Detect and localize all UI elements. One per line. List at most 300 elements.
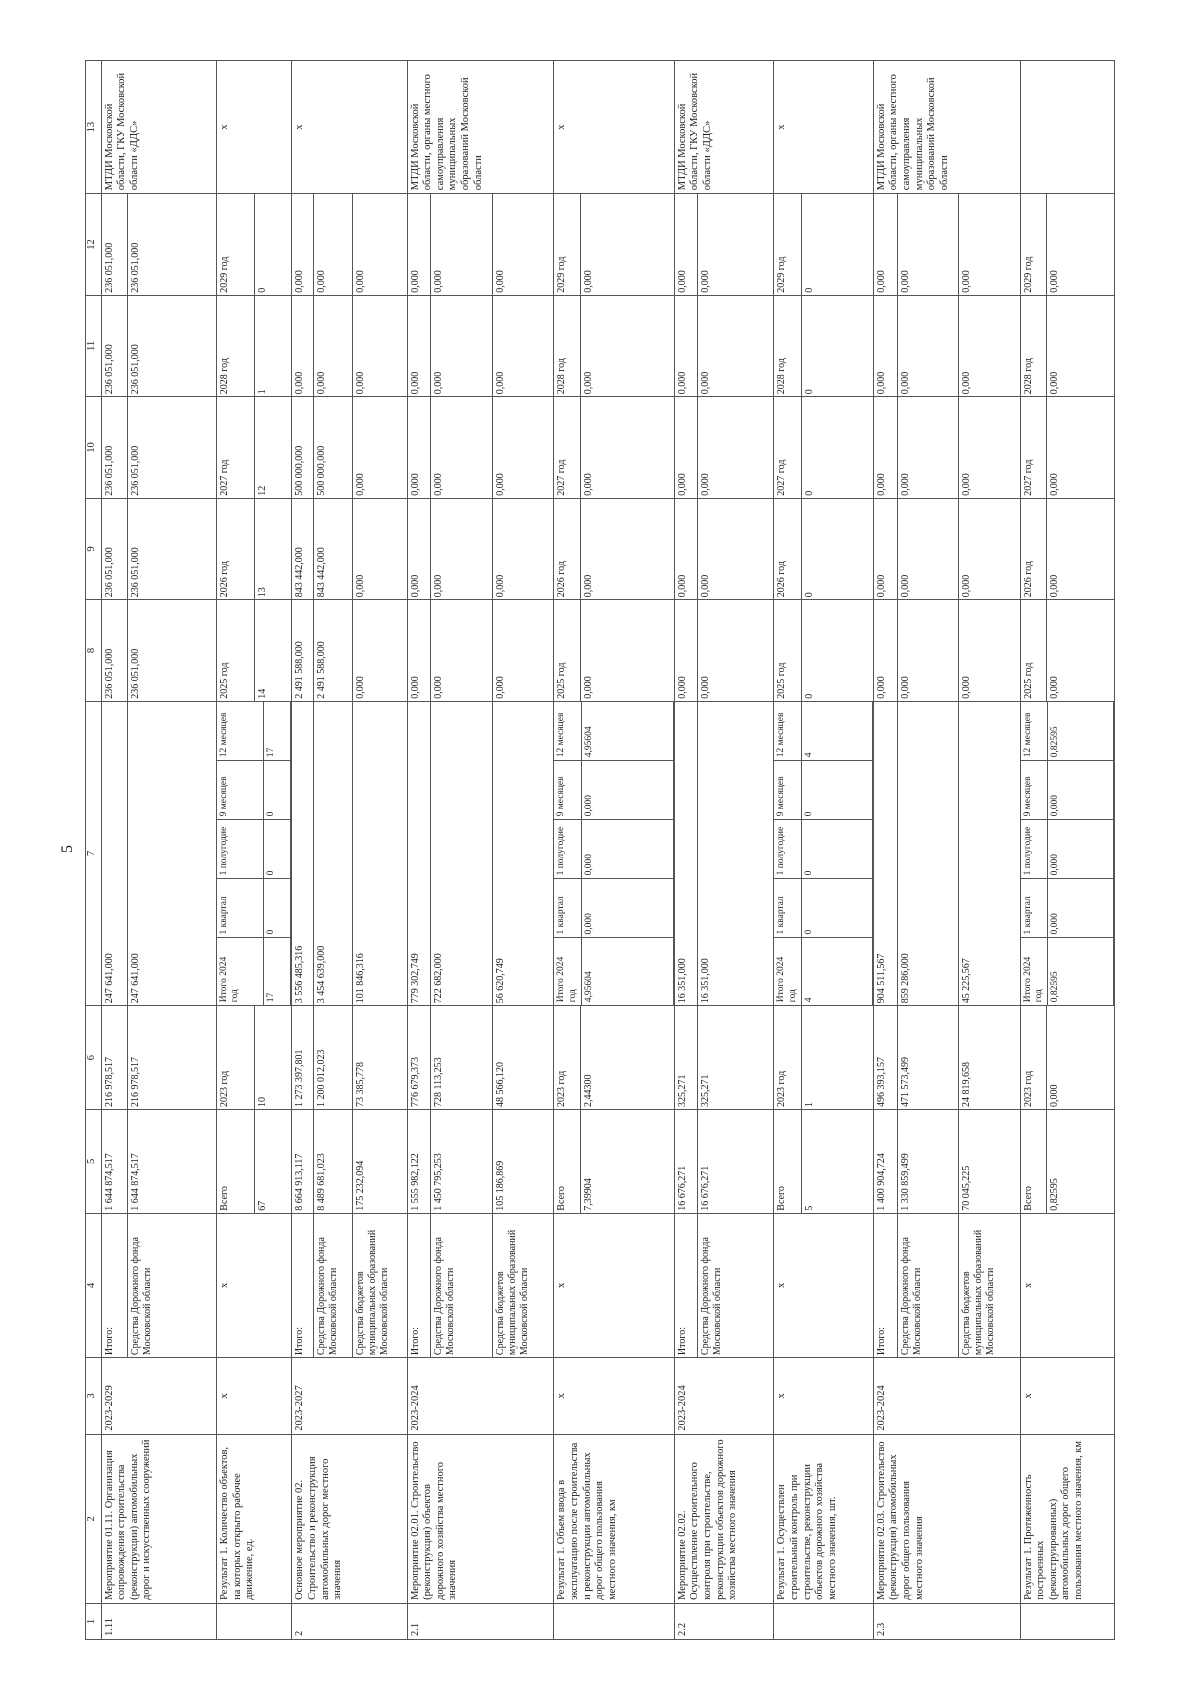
rotated-table-container: [85, 60, 1115, 1640]
result-2025: [1020, 600, 1114, 702]
value: 0,000: [494, 574, 506, 598]
result-value: 0,000: [582, 761, 674, 820]
col-number: 8: [86, 600, 102, 702]
value-cell: [873, 600, 1020, 702]
result-2026: [774, 498, 874, 600]
x-mark: х: [1020, 1213, 1114, 1357]
row-number: 2.3: [873, 1603, 1020, 1639]
value: 1 450 795,253: [431, 1110, 492, 1213]
row-number: 2.2: [674, 1603, 774, 1639]
result-value: 0,000: [1048, 371, 1060, 395]
measure-name: Основное мероприятие 02. Строительство и реконструкция автомобильных дорог местного значения: [292, 1434, 407, 1603]
result-header: Всего: [774, 1110, 801, 1213]
result-header: 2025 год: [554, 600, 581, 701]
value: 0,000: [874, 397, 898, 498]
value-cell: [407, 498, 554, 600]
funding-sources: [674, 1213, 774, 1357]
value: 0,000: [431, 194, 492, 295]
value-cell: [873, 397, 1020, 499]
value: 0,000: [898, 499, 959, 600]
result-value: 5: [803, 1205, 815, 1211]
result-row: [1020, 61, 1114, 1640]
value: 0,000: [408, 397, 432, 498]
period: 2023-2024: [873, 1358, 1020, 1435]
result-header: Итого 2024 год: [774, 938, 801, 1005]
result-total: [774, 1109, 874, 1213]
value: 0,000: [961, 676, 973, 699]
value-cell: [407, 701, 554, 1006]
result-header: 2029 год: [1021, 194, 1047, 295]
result-header: 2025 год: [1021, 600, 1047, 701]
result-value: 7,39904: [583, 1178, 595, 1211]
result-value: 0,000: [1048, 1084, 1060, 1107]
result-value: 0: [263, 879, 291, 938]
result-header: 9 месяцев: [1021, 761, 1048, 820]
value: 236 051,000: [102, 296, 128, 397]
value: 105 186,869: [494, 1160, 506, 1211]
executor: МТДИ Московской области, органы местного самоуправления муниципальных образований Московской области: [407, 61, 554, 194]
value: 496 393,157: [874, 1006, 898, 1109]
source-label: Средства Дорожного фонда Московской области: [898, 1214, 959, 1357]
result-2026: [554, 498, 675, 600]
result-header: 2023 год: [1021, 1006, 1047, 1109]
result-value: 0: [803, 592, 815, 598]
result-header: 2026 год: [217, 499, 255, 600]
value: 0,000: [494, 473, 506, 496]
value: 16 351,000: [699, 958, 711, 1004]
result-header: 9 месяцев: [774, 761, 801, 820]
source-label: Итого:: [675, 1214, 698, 1357]
result-header: 2028 год: [554, 296, 581, 397]
result-header: 1 квартал: [774, 879, 801, 938]
value-cell: [873, 1109, 1020, 1213]
value: 843 442,000: [314, 499, 352, 600]
measure-name: Мероприятие 02.03. Строительство (реконструкция) автомобильных дорог общего пользования местного значения: [873, 1434, 1020, 1603]
value: 0,000: [874, 600, 898, 701]
value: 0,000: [874, 296, 898, 397]
result-2025: [774, 600, 874, 702]
result-value: 0,82595: [1048, 1178, 1060, 1211]
source-label: Средства Дорожного фонда Московской области: [314, 1214, 352, 1357]
result-value: 0,000: [583, 574, 595, 598]
result-value: 13: [256, 587, 268, 598]
result-value: 0,000: [583, 676, 595, 699]
result-header: 2028 год: [217, 296, 255, 397]
result-2027: [216, 397, 291, 499]
value-cell: [101, 498, 216, 600]
result-value: 0: [263, 761, 291, 820]
source-label: Итого:: [874, 1214, 898, 1357]
value: 0,000: [494, 270, 506, 293]
row-number: [774, 1603, 874, 1639]
value: 16 351,000: [675, 702, 698, 1006]
result-value: 0,82595: [1048, 938, 1114, 1005]
period: 2023-2024: [674, 1358, 774, 1435]
value-cell: [674, 600, 774, 702]
value-cell: [292, 701, 407, 1006]
result-value: 0,82595: [1048, 702, 1114, 761]
col-number: 12: [86, 194, 102, 296]
col-number: 11: [86, 295, 102, 397]
result-2024-breakdown: [1020, 701, 1114, 1006]
result-header: 1 квартал: [1021, 879, 1048, 938]
result-2025: [554, 600, 675, 702]
value: 0,000: [354, 270, 366, 293]
result-header: 12 месяцев: [554, 702, 581, 761]
value: 0,000: [408, 499, 432, 600]
value: 1 555 982,122: [408, 1110, 432, 1213]
value: 236 051,000: [129, 445, 141, 496]
value: 8 489 681,023: [314, 1110, 352, 1213]
value: 247 641,000: [102, 702, 128, 1006]
result-value: 0: [803, 490, 815, 496]
result-header: 2027 год: [1021, 397, 1047, 498]
value: 0,000: [961, 371, 973, 395]
measure-name: Мероприятие 02.02. Осуществление строительного контроля при строительстве, реконструкции объектов дорожного хозяйства местного значения: [674, 1434, 774, 1603]
value: 2 491 588,000: [292, 600, 314, 701]
value-cell: [407, 600, 554, 702]
value: 843 442,000: [292, 499, 314, 600]
source-label: Средства Дорожного фонда Московской области: [699, 1237, 723, 1356]
value: 0,000: [675, 397, 698, 498]
value-cell: [292, 498, 407, 600]
result-value: 0,000: [583, 473, 595, 496]
column-number-row: [86, 61, 102, 1640]
result-2024-breakdown: [216, 701, 291, 1006]
col-number: 9: [86, 498, 102, 600]
result-header: 12 месяцев: [1021, 702, 1048, 761]
result-header: Итого 2024 год: [217, 938, 263, 1005]
executor: МТДИ Московской области, ГКУ Московской области «ДДС»: [674, 61, 774, 194]
value: 236 051,000: [129, 242, 141, 293]
value: 73 385,778: [354, 1061, 366, 1107]
result-value: 0,000: [1048, 676, 1060, 699]
result-value: 4: [802, 938, 873, 1005]
result-value: 0: [803, 389, 815, 395]
value: 500 000,000: [292, 397, 314, 498]
x-mark: х: [554, 1358, 675, 1435]
result-2028: [554, 295, 675, 397]
value: 2 491 588,000: [314, 600, 352, 701]
result-value: 1: [803, 1101, 815, 1107]
value: 0,000: [431, 296, 492, 397]
value-cell: [873, 701, 1020, 1006]
value: 0,000: [898, 600, 959, 701]
value: 0,000: [408, 600, 432, 701]
result-header: 9 месяцев: [217, 761, 263, 820]
value-cell: [873, 194, 1020, 296]
source-label: Средства Дорожного фонда Московской области: [129, 1237, 153, 1356]
value-cell: [674, 701, 774, 1006]
value-cell: [292, 295, 407, 397]
result-value: 0: [802, 820, 873, 879]
value-cell: [407, 295, 554, 397]
measure-name: Мероприятие 02.01. Строительство (реконструкция) объектов дорожного хозяйства местного значения: [407, 1434, 554, 1603]
result-value: 2,44300: [583, 1074, 595, 1107]
result-2025: [216, 600, 291, 702]
executor: МТДИ Московской области, органы местного самоуправления муниципальных образований Московской области: [873, 61, 1020, 194]
value: 1 644 874,517: [129, 1153, 141, 1211]
value: 0,000: [961, 574, 973, 598]
value-cell: [407, 397, 554, 499]
result-value: 4: [802, 702, 873, 761]
value: 859 286,000: [898, 702, 959, 1006]
result-header: Всего: [1021, 1110, 1047, 1213]
value-cell: [674, 1109, 774, 1213]
result-value: 0: [256, 287, 268, 293]
x-mark: х: [216, 1213, 291, 1357]
value: 236 051,000: [102, 397, 128, 498]
value: 0,000: [408, 296, 432, 397]
result-value: 0,000: [583, 270, 595, 293]
value: 48 566,120: [494, 1061, 506, 1107]
result-2023: [554, 1006, 675, 1110]
value: 0,000: [431, 397, 492, 498]
value: 0,000: [354, 371, 366, 395]
result-value: 0,000: [582, 820, 674, 879]
result-2029: [774, 194, 874, 296]
value-cell: [674, 498, 774, 600]
value-cell: [101, 701, 216, 1006]
executor: МТДИ Московской области, ГКУ Московской области «ДДС»: [101, 61, 216, 194]
result-header: 2029 год: [554, 194, 581, 295]
result-value: 4,95604: [582, 938, 674, 1005]
value: 1 400 904,724: [874, 1110, 898, 1213]
value: 0,000: [314, 296, 352, 397]
result-value: 0,000: [1048, 820, 1114, 879]
result-header: 2026 год: [554, 499, 581, 600]
result-value: 0,000: [582, 879, 674, 938]
period: 2023-2029: [101, 1358, 216, 1435]
value: 0,000: [354, 473, 366, 496]
value: 325,271: [699, 1074, 711, 1107]
value: 56 620,749: [494, 958, 506, 1004]
result-total: [1020, 1109, 1114, 1213]
x-mark: х: [554, 61, 675, 194]
value-cell: [292, 1006, 407, 1110]
value-cell: [101, 397, 216, 499]
x-mark: х: [774, 1213, 874, 1357]
col-number: 13: [86, 61, 102, 194]
source-label: Средства бюджетов муниципальных образований Московской области: [494, 1229, 530, 1356]
result-row: [774, 61, 874, 1640]
x-mark: х: [1020, 1358, 1114, 1435]
value-cell: [407, 1006, 554, 1110]
value-cell: [292, 1109, 407, 1213]
result-header: 2028 год: [774, 296, 801, 397]
value: 0,000: [431, 600, 492, 701]
value: 0,000: [408, 194, 432, 295]
value: 236 051,000: [129, 648, 141, 699]
result-value: 67: [256, 1200, 268, 1211]
result-2026: [1020, 498, 1114, 600]
col-number: 5: [86, 1109, 102, 1213]
value: 325,271: [675, 1006, 698, 1109]
result-name: Результат 1. Объем ввода в эксплуатацию после строительства и реконструкции автомобильных дорог общего пользования местного значения, км: [554, 1434, 675, 1603]
row-number: [216, 1603, 291, 1639]
result-value: 0: [802, 879, 873, 938]
result-value: 0,000: [1048, 879, 1114, 938]
funding-sources: [101, 1213, 216, 1357]
value: 776 679,373: [408, 1006, 432, 1109]
result-value: 0: [802, 761, 873, 820]
value: 236 051,000: [129, 344, 141, 395]
result-total: [216, 1109, 291, 1213]
value: 779 302,749: [408, 702, 432, 1006]
value: 24 819,658: [961, 1061, 973, 1107]
result-header: 2023 год: [774, 1006, 801, 1109]
value: 101 846,316: [354, 953, 366, 1004]
value: 216 978,517: [102, 1006, 128, 1109]
row-number: [554, 1603, 675, 1639]
x-mark: х: [216, 1358, 291, 1435]
value: 175 232,094: [354, 1160, 366, 1211]
value: 236 051,000: [102, 600, 128, 701]
result-value: 0,000: [583, 371, 595, 395]
result-2027: [554, 397, 675, 499]
value: 0,000: [898, 296, 959, 397]
value-cell: [873, 1006, 1020, 1110]
result-value: 0: [263, 820, 291, 879]
value: 0,000: [874, 194, 898, 295]
col-number: 10: [86, 397, 102, 499]
page-number: 5: [59, 845, 76, 853]
result-value: 4,95604: [582, 702, 674, 761]
measure-name: Мероприятие 01.11. Организация сопровождения строительства (реконструкции) автомобильных дорог и искусственных сооружений: [101, 1434, 216, 1603]
value: 0,000: [354, 574, 366, 598]
col-number: 6: [86, 1006, 102, 1110]
value: 904 511,567: [874, 702, 898, 1006]
value-cell: [873, 498, 1020, 600]
value: 471 573,499: [898, 1006, 959, 1109]
value: 0,000: [699, 270, 711, 293]
value: 0,000: [699, 676, 711, 699]
result-total: [554, 1109, 675, 1213]
result-value: 0,000: [1048, 761, 1114, 820]
value-cell: [674, 1006, 774, 1110]
value: 0,000: [699, 473, 711, 496]
result-2029: [1020, 194, 1114, 296]
result-header: 2028 год: [1021, 296, 1047, 397]
source-label: Итого:: [292, 1214, 314, 1357]
result-2027: [774, 397, 874, 499]
value: 1 330 859,499: [898, 1110, 959, 1213]
value: 45 225,567: [961, 958, 973, 1004]
value: 0,000: [494, 676, 506, 699]
result-header: 9 месяцев: [554, 761, 581, 820]
table-row: [873, 61, 1020, 1640]
value-cell: [101, 295, 216, 397]
table-row: [101, 61, 216, 1640]
col-number: 4: [86, 1213, 102, 1357]
result-header: Итого 2024 год: [1021, 938, 1048, 1005]
result-header: 2025 год: [774, 600, 801, 701]
value-cell: [674, 397, 774, 499]
value: 0,000: [292, 296, 314, 397]
value-cell: [407, 1109, 554, 1213]
value: 0,000: [699, 371, 711, 395]
result-2028: [216, 295, 291, 397]
result-2023: [774, 1006, 874, 1110]
value-cell: [292, 600, 407, 702]
value: 16 676,271: [699, 1165, 711, 1211]
result-value: 0: [803, 287, 815, 293]
executor: [1020, 61, 1114, 194]
result-header: 1 полугодие: [554, 820, 581, 879]
result-value: 0,000: [1048, 473, 1060, 496]
value-cell: [101, 194, 216, 296]
result-row: [554, 61, 675, 1640]
result-2029: [216, 194, 291, 296]
value: 0,000: [675, 499, 698, 600]
result-name: Результат 1. Осуществлен строительный контроль при строительстве, реконструкции объектов дорожного хозяйства местного значения, шт.: [774, 1434, 874, 1603]
source-label: Итого:: [102, 1214, 128, 1357]
col-number: 7: [86, 701, 102, 1006]
result-value: 10: [256, 1096, 268, 1107]
value: 0,000: [961, 473, 973, 496]
result-header: 1 полугодие: [1021, 820, 1048, 879]
result-2028: [774, 295, 874, 397]
value-cell: [101, 600, 216, 702]
value-cell: [674, 295, 774, 397]
result-header: 2027 год: [217, 397, 255, 498]
result-value: 0,000: [1048, 270, 1060, 293]
table-row: [674, 61, 774, 1640]
value: 728 113,253: [431, 1006, 492, 1109]
value: 0,000: [314, 194, 352, 295]
value-cell: [873, 295, 1020, 397]
result-2028: [1020, 295, 1114, 397]
result-header: 2025 год: [217, 600, 255, 701]
result-value: 0,000: [1048, 574, 1060, 598]
result-value: 17: [263, 702, 291, 761]
result-value: 0: [803, 693, 815, 699]
result-value: 12: [256, 485, 268, 496]
value: 3 454 639,000: [314, 702, 352, 1006]
result-2024-breakdown: [554, 701, 675, 1006]
value-cell: [101, 1109, 216, 1213]
result-2026: [216, 498, 291, 600]
result-header: 1 полугодие: [774, 820, 801, 879]
result-header: 1 квартал: [554, 879, 581, 938]
value: 236 051,000: [129, 547, 141, 598]
value: 247 641,000: [129, 953, 141, 1004]
result-header: Всего: [554, 1110, 581, 1213]
value: 1 200 012,023: [314, 1006, 352, 1109]
result-header: 2026 год: [774, 499, 801, 600]
result-header: 12 месяцев: [774, 702, 801, 761]
value: 236 051,000: [102, 499, 128, 600]
funding-sources: [292, 1213, 407, 1357]
value: 0,000: [699, 574, 711, 598]
value: 1 273 397,801: [292, 1006, 314, 1109]
value-cell: [292, 397, 407, 499]
value: 236 051,000: [102, 194, 128, 295]
result-2027: [1020, 397, 1114, 499]
result-header: 2023 год: [217, 1006, 255, 1109]
result-2029: [554, 194, 675, 296]
source-label: Средства бюджетов муниципальных образований Московской области: [961, 1229, 997, 1356]
source-label: Итого:: [408, 1214, 432, 1357]
result-header: 12 месяцев: [217, 702, 263, 761]
result-header: Всего: [217, 1110, 255, 1213]
x-mark: х: [774, 1358, 874, 1435]
result-header: 1 полугодие: [217, 820, 263, 879]
result-row: [216, 61, 291, 1640]
value: 0,000: [898, 194, 959, 295]
value: 0,000: [354, 676, 366, 699]
value: 0,000: [494, 371, 506, 395]
